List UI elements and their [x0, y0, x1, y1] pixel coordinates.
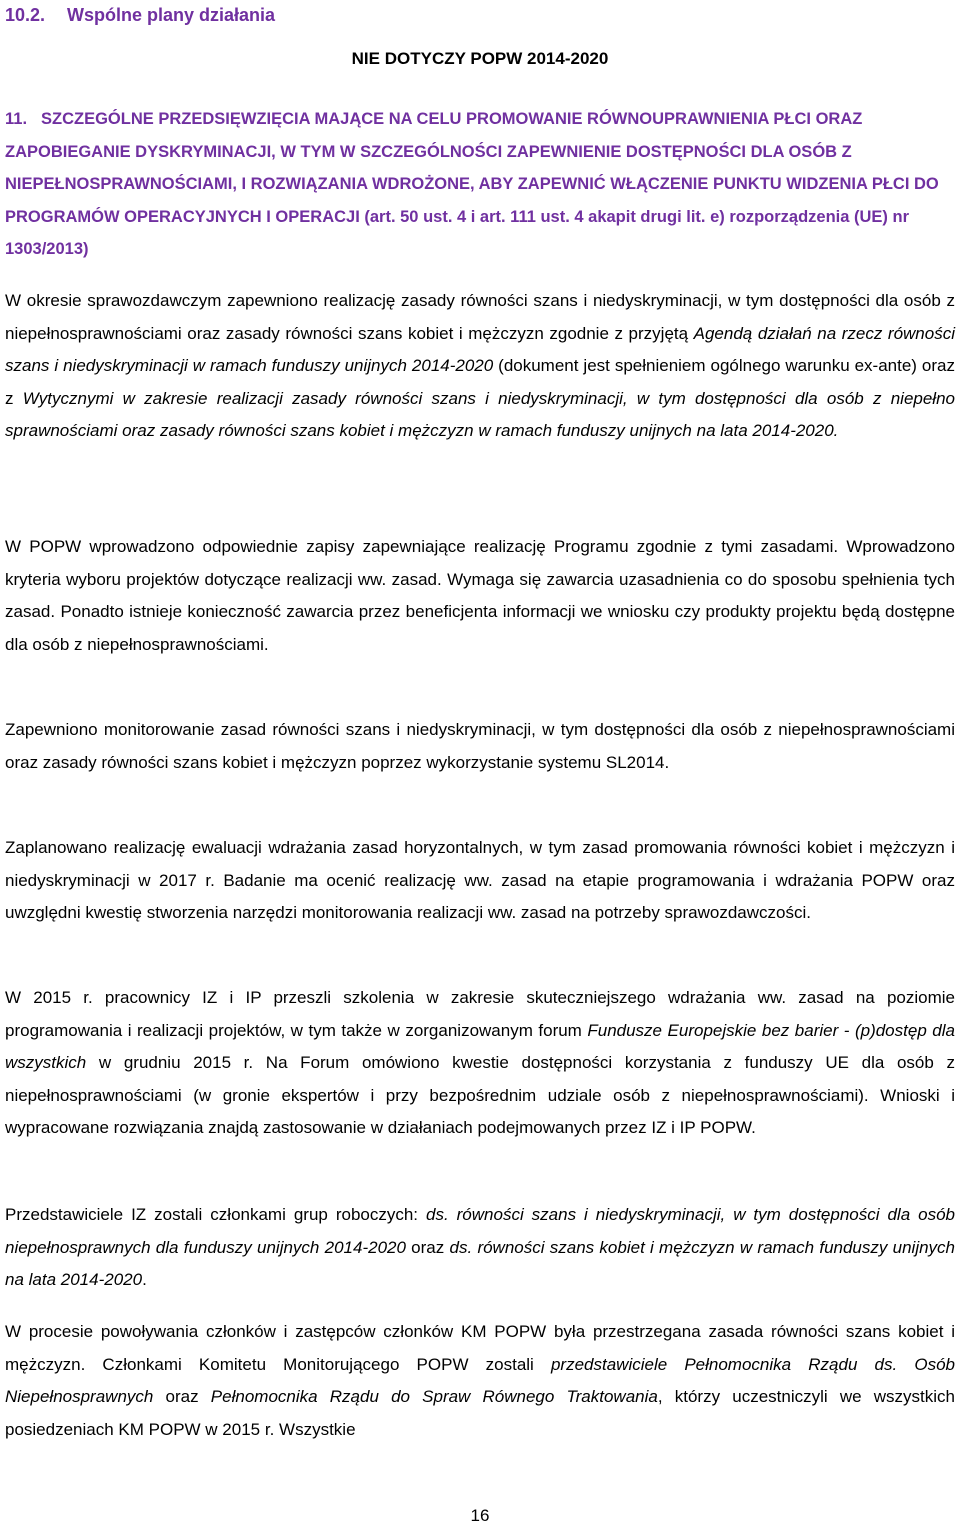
representative-title: Pełnomocnika Rządu do Spraw Równego Traktowania: [210, 1387, 658, 1406]
guidelines-title: Wytycznymi w zakresie realizacji zasady równości szans i niedyskryminacji, w tym dostępności dla osób z niepełno sprawnościami oraz zasady równości szans kobiet i mężczyzn w ramach funduszy unijnych na lata 2014-2020.: [5, 388, 955, 440]
heading-11-text: SZCZEGÓLNE PRZEDSIĘWZIĘCIA MAJĄCE NA CELU PROMOWANIE RÓWNOUPRAWNIENIA PŁCI ORAZ ZAPOBIEGANIE DYSKRYMINACJI, W TYM W SZCZEGÓLNOŚCI ZAPEWNIENIE DOSTĘPNOŚCI DLA OSÓB Z NIEPEŁNOSPRAWNOŚCIAMI, I ROZWIĄZANIA WDROŻONE, ABY ZAPEWNIĆ WŁĄCZENIE PUNKTU WIDZENIA PŁCI DO PROGRAMÓW OPERACYJNYCH I OPERACJI (art. 50 ust. 4 i art. 111 ust. 4 akapit drugi lit. e) rozporządzenia (UE) nr 1303/2013): [5, 110, 939, 258]
section-title: Wspólne plany działania: [67, 5, 276, 25]
paragraph-monitoring-committee: [5, 1316, 955, 1446]
text-run: (dokument jest spełnieniem ogólnego warunku ex-ante) oraz z: [5, 356, 955, 408]
paragraph-evaluation: Zaplanowano realizację ewaluacji wdrażania zasad horyzontalnych, w tym zasad promowania równości kobiet i mężczyzn i niedyskryminacji w 2017 r. Badanie ma ocenić realizację ww. zasad na etapie programowania i wdrażania POPW oraz uwzględni kwestię stworzenia narzędzi monitorowania realizacji ww. zasad na potrzeby sprawozdawczości.: [5, 838, 955, 922]
representative-title: przedstawiciele Pełnomocnika Rządu ds. Osób Niepełnosprawnych: [5, 1354, 955, 1406]
page-number: 16: [470, 1506, 490, 1525]
heading-11-number: 11.: [5, 110, 28, 128]
paragraph-working-groups: [5, 1199, 955, 1297]
text-run: w grudniu 2015 r. Na Forum omówiono kwestie dostępności korzystania z funduszy UE dla osób z niepełnosprawnościami (w gronie ekspertów i przy bezpośrednim udziale osób z niepełnosprawnościami). Wnioski i wypracowane rozwiązania znajdą zastosowanie w działaniach podejmowanych przez IZ i IP POPW.: [5, 1053, 955, 1137]
text-run: Przedstawiciele IZ zostali członkami grup roboczych:: [5, 1205, 426, 1224]
text-run: oraz: [405, 1237, 450, 1257]
paragraph-monitoring: Zapewniono monitorowanie zasad równości szans i niedyskryminacji, w tym dostępności dla osób z niepełnosprawnościami oraz zasady równości szans kobiet i mężczyzn poprzez wykorzystanie systemu SL2014.: [5, 720, 955, 772]
text-run: , którzy uczestniczyli we wszystkich posiedzeniach KM POPW w 2015 r. Wszystkie: [5, 1387, 955, 1439]
agenda-title: Agendą działań na rzecz równości szans i niedyskryminacji w ramach funduszy unijnych 2014-2020: [5, 323, 955, 375]
section-heading: [5, 2, 275, 28]
paragraph-popw-provisions: W POPW wprowadzono odpowiednie zapisy zapewniające realizację Programu zgodnie z tymi zasadami. Wprowadzono kryteria wyboru projektów dotyczące realizacji ww. zasad. Wymaga się zawarcia uzasadnienia co do sposobu spełnienia tych zasad. Ponadto istnieje konieczność zawarcia przez beneficjenta informacji we wniosku czy produkty projektu będą dostępne dla osób z niepełnosprawnościami.: [5, 537, 955, 654]
text-run: oraz: [153, 1387, 211, 1406]
paragraph-training: [5, 982, 955, 1145]
paragraph-implementation: [5, 285, 955, 448]
text-run: W 2015 r. pracownicy IZ i IP przeszli szkolenia w zakresie skuteczniejszego wdrażania ww. zasad na poziomie programowania i realizacji projektów, w tym także w zorganizowanym forum: [5, 988, 955, 1040]
heading-11: [5, 103, 955, 266]
forum-title: Fundusze Europejskie bez barier - (p)dostęp dla wszystkich: [5, 1020, 955, 1072]
not-applicable-note: NIE DOTYCZY POPW 2014-2020: [351, 49, 609, 68]
text-run: W procesie powoływania członków i zastępców członków KM POPW była przestrzegana zasada równości szans kobiet i mężczyzn. Członkami Komitetu Monitorującego POPW zostali: [5, 1322, 955, 1374]
text-run: W okresie sprawozdawczym zapewniono realizację zasady równości szans i niedyskryminacji, w tym dostępności dla osób z niepełnosprawnościami oraz zasady równości szans kobiet i mężczyzn zgodnie z przyjętą: [5, 291, 955, 343]
working-group-title: ds. równości szans kobiet i mężczyzn w ramach funduszy unijnych na lata 2014-2020: [5, 1237, 956, 1289]
section-number: 10.2.: [5, 5, 46, 25]
working-group-title: ds. równości szans i niedyskryminacji, w tym dostępności dla osób niepełnosprawnych dla funduszy unijnych 2014-2020: [5, 1205, 955, 1257]
text-run: .: [142, 1270, 147, 1289]
